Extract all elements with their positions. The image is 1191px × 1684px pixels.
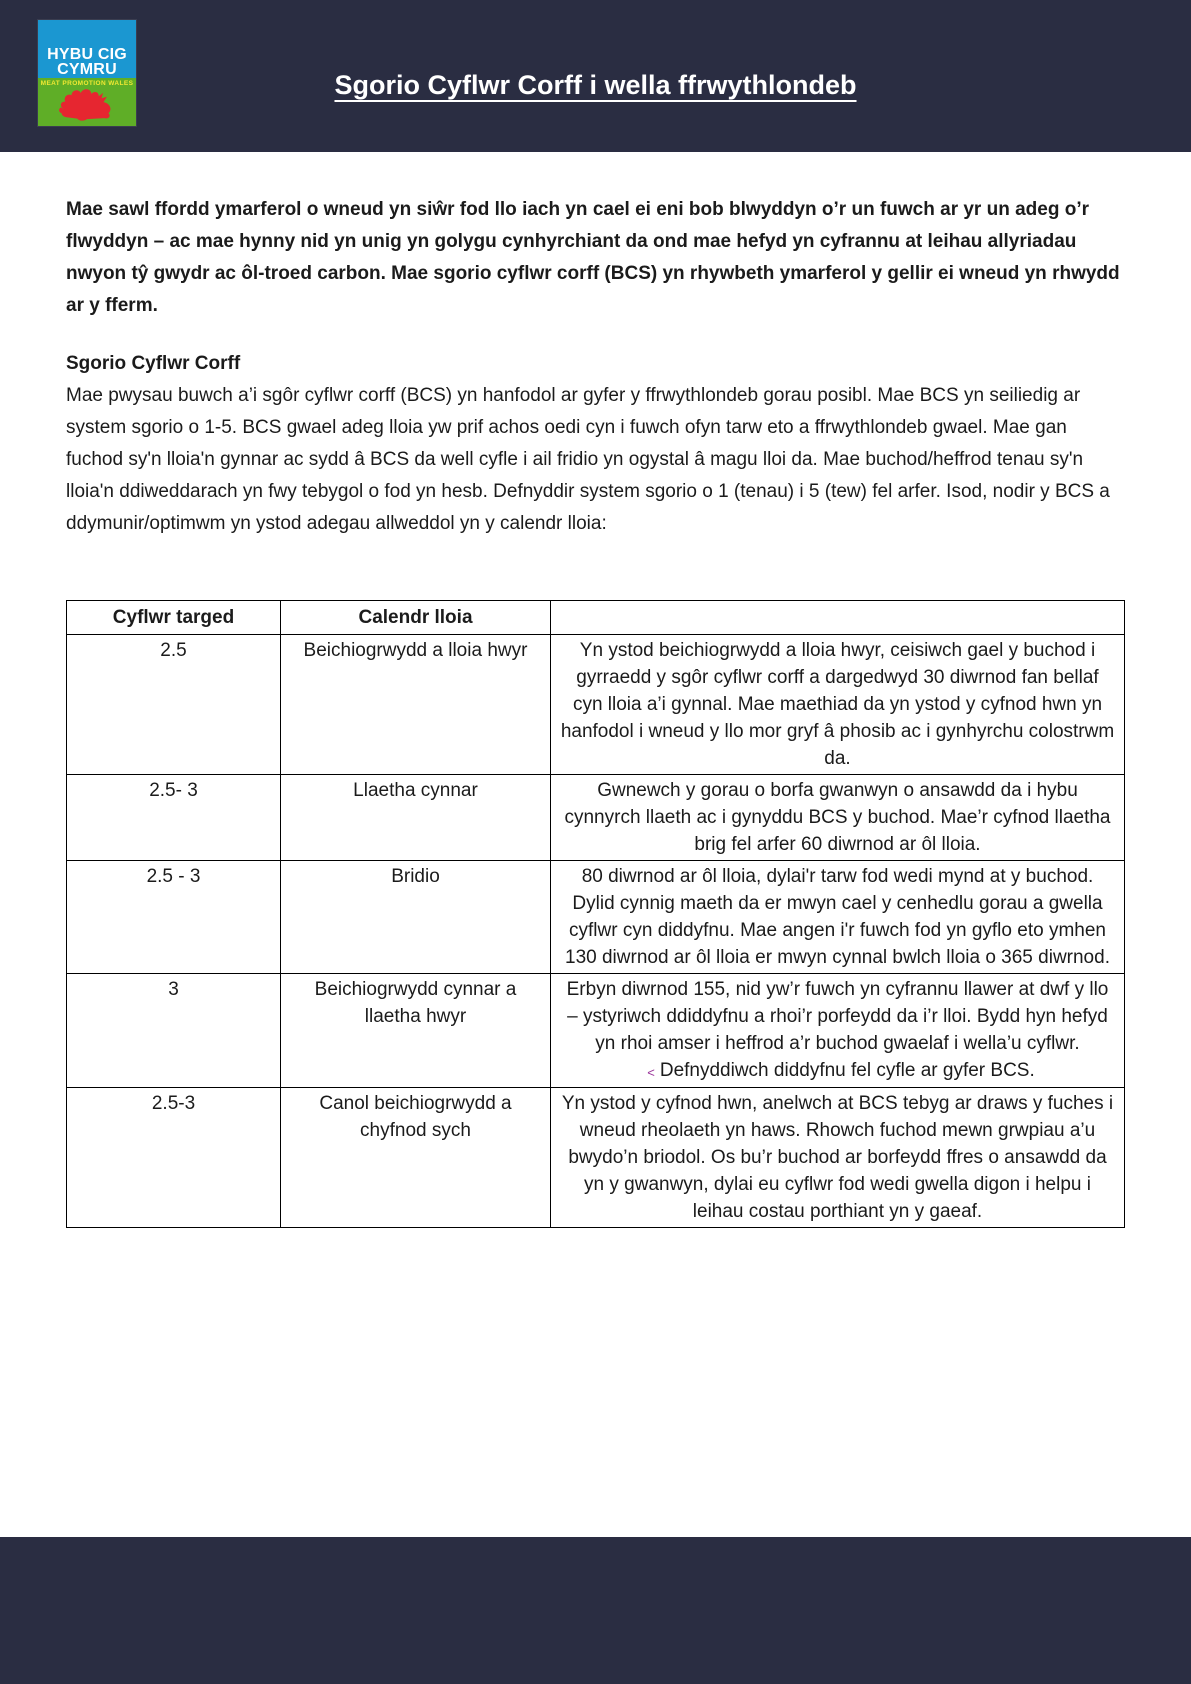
table-row	[67, 635, 1125, 775]
col-header-target-condition: Cyflwr targed	[67, 601, 281, 635]
section-paragraph: Mae pwysau buwch a’i sgôr cyflwr corff (BCS) yn hanfodol ar gyfer y ffrwythlondeb gorau posibl. Mae BCS yn seiliedig ar system sgorio o 1-5. BCS gwael adeg lloia yw prif achos oedi cyn i fuwch ofyn tarw eto a ffrwythlondeb gwael. Mae gan fuchod sy'n lloia'n gynnar ac sydd â BCS da well cyfle i ail fridio yn ogystal â magu lloi da. Mae buchod/heffrod tenau sy'n lloia'n ddiweddarach yn fwy tebygol o fod yn hesb. Defnyddir system sgorio o 1 (tenau) i 5 (tew) fel arfer. Isod, nodir y BCS a ddymunir/optimwm yn ystod adegau allweddol yn y calendr lloia:	[66, 385, 1110, 534]
intro-paragraph: Mae sawl ffordd ymarferol o wneud yn siŵr fod llo iach yn cael ei eni bob blwyddyn o’r un fuwch ar yr un adeg o’r flwyddyn – ac mae hynny nid yn unig yn golygu cynhyrchiant da ond mae hefyd yn cyfrannu at leihau allyriadau nwyon tŷ gwydr ac ôl-troed carbon. Mae sgorio cyflwr corff (BCS) yn rhywbeth ymarferol y gellir ei wneud yn rhwydd ar y fferm.	[66, 199, 1120, 316]
description-cell: Yn ystod beichiogrwydd a lloia hwyr, ceisiwch gael y buchod i gyrraedd y sgôr cyflwr corff a dargedwyd 30 diwrnod fan bellaf cyn lloia a’i gynnal. Mae maethiad da yn ystod y cyfnod hwn yn hanfodol i wneud y llo mor gryf â phosib ac i gynhyrchu colostrwm da.	[551, 635, 1125, 775]
target-score-cell: 2.5	[67, 635, 281, 775]
bcs-target-table	[66, 600, 1125, 1228]
change-marker: <	[647, 1065, 655, 1080]
calving-calendar-cell: Llaetha cynnar	[281, 775, 551, 861]
table-row	[67, 775, 1125, 861]
header-bar	[0, 0, 1191, 152]
logo-name-line2: CYMRU	[57, 61, 117, 78]
target-score-cell: 2.5 - 3	[67, 861, 281, 974]
table-header-row	[67, 601, 1125, 635]
logo-tagline: MEAT PROMOTION WALES	[40, 80, 134, 87]
target-score-cell: 2.5-3	[67, 1088, 281, 1228]
description-cell: Gwnewch y gorau o borfa gwanwyn o ansawdd da i hybu cynnyrch llaeth ac i gynyddu BCS y buchod. Mae’r cyfnod llaetha brig fel arfer 60 diwrnod ar ôl lloia.	[551, 775, 1125, 861]
section-heading: Sgorio Cyflwr Corff	[66, 353, 241, 374]
calving-calendar-cell: Beichiogrwydd a lloia hwyr	[281, 635, 551, 775]
table-row	[67, 861, 1125, 974]
logo-name-line1: HYBU CIG	[47, 46, 127, 63]
description-cell	[551, 974, 1125, 1088]
description-text: Defnyddiwch diddyfnu fel cyfle ar gyfer BCS.	[659, 1060, 1035, 1081]
calving-calendar-cell: Canol beichiogrwydd a chyfnod sych	[281, 1088, 551, 1228]
calving-calendar-cell: Bridio	[281, 861, 551, 974]
description-cell: Yn ystod y cyfnod hwn, anelwch at BCS tebyg ar draws y fuches i wneud rheolaeth yn haws. Rhowch fuchod mewn grwpiau a’u bwydo’n briodol. Os bu’r buchod ar borfeydd ffres o ansawdd da yn y gwanwyn, dylai eu cyflwr fod wedi gwella digon i helpu i leihau costau porthiant yn y gaeaf.	[551, 1088, 1125, 1228]
footer-bar	[0, 1537, 1191, 1684]
table-row	[67, 974, 1125, 1088]
page-title: Sgorio Cyflwr Corff i wella ffrwythlondeb	[334, 70, 857, 100]
document-content	[0, 194, 1191, 1228]
table-row	[67, 1088, 1125, 1228]
target-score-cell: 3	[67, 974, 281, 1088]
description-cell: 80 diwrnod ar ôl lloia, dylai'r tarw fod wedi mynd at y buchod. Dylid cynnig maeth da er mwyn cael y cenhedlu gorau a gwella cyflwr cyn diddyfnu. Mae angen i'r fuwch fod yn gyflo eto ymhen 130 diwrnod ar ôl lloia er mwyn cynnal bwlch lloia o 365 diwrnod.	[551, 861, 1125, 974]
col-header-description	[551, 601, 1125, 635]
calving-calendar-cell: Beichiogrwydd cynnar a llaetha hwyr	[281, 974, 551, 1088]
description-text: Erbyn diwrnod 155, nid yw’r fuwch yn cyfrannu llawer at dwf y llo – ystyriwch ddiddyfnu a rhoi’r porfeydd da i’r lloi. Bydd hyn hefyd yn rhoi amser i heffrod a’r buchod gwaelaf i wella’u cyflwr.	[566, 979, 1109, 1054]
target-score-cell: 2.5- 3	[67, 775, 281, 861]
col-header-calving-calendar: Calendr lloia	[281, 601, 551, 635]
